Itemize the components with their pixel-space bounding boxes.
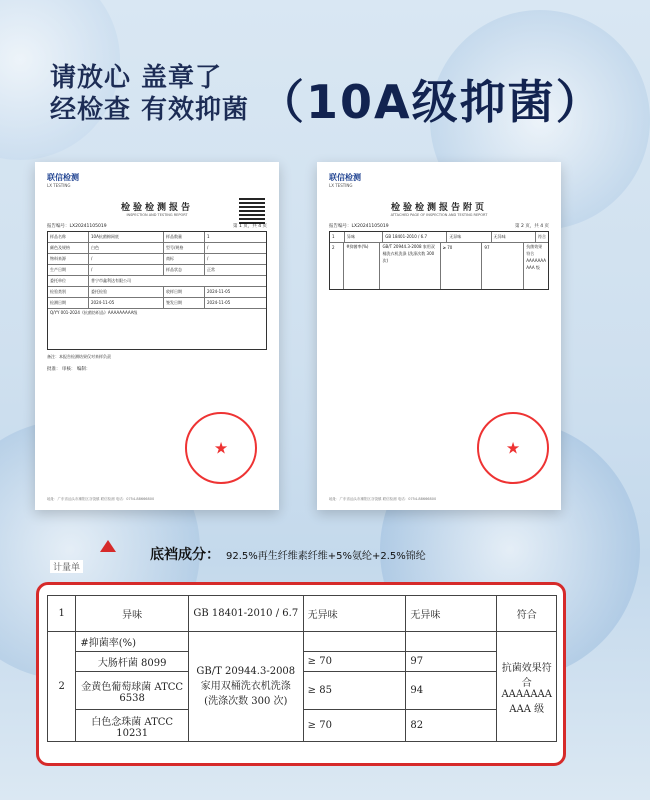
cell: 生产日期 [48, 265, 89, 275]
table-row [48, 287, 266, 298]
cell: 委托单位 [48, 276, 89, 286]
cell: 10A抗菌棉网底 [89, 232, 164, 242]
table-row [48, 276, 266, 287]
report-note: 备注：本报告检测结果仅对来样负责 [47, 354, 111, 359]
result-empty [406, 632, 497, 652]
attached-table [329, 231, 549, 290]
cell: 1 [330, 232, 345, 242]
bacteria-name: 金黄色葡萄球菌 ATCC 6538 [76, 672, 189, 710]
cell: 1 [207, 234, 210, 239]
grade-badge: （10A级抑菌） [258, 75, 604, 129]
fabric-composition [150, 544, 426, 564]
cell: 97 [482, 243, 524, 289]
conclusion-text: Q/YY 001-2024《抗菌纺织品》AAAAAAAAA级 [50, 310, 138, 315]
result: 82 [406, 710, 497, 742]
requirement: ≥ 70 [303, 710, 406, 742]
cell: GB 18401-2010 / 6.7 [383, 232, 447, 242]
cell: 符合 [538, 234, 546, 239]
report-number: 报告编号：LX20241105019 [329, 224, 389, 229]
cell: 型号/规格 [164, 243, 205, 253]
cell: 委托检验 [89, 287, 164, 297]
cell: 2 [330, 243, 344, 289]
table-row [48, 309, 266, 349]
report-subtitle: INSPECTION AND TESTING REPORT [126, 213, 188, 217]
cell: 颜色及规格 [48, 243, 89, 253]
cell: 收样日期 [164, 287, 205, 297]
report-title: 检验检测报告附页 [390, 203, 487, 213]
table-row [48, 265, 266, 276]
cell: 抗菌效果符合 AAAAAAA AAA 级 [526, 244, 547, 270]
row-number: 2 [48, 632, 76, 742]
headline-line1: 请放心 盖章了 [50, 63, 223, 93]
report-title: 检验检测报告 [120, 203, 193, 213]
table-row [48, 232, 266, 243]
cell: 普宁市鑫利达有限公司 [91, 278, 131, 283]
composition-value: 92.5%再生纤维素纤维+5%氨纶+2.5%锦纶 [226, 551, 426, 562]
cell: / [89, 254, 164, 264]
report-logo [47, 172, 267, 188]
cell: 物料来源 [48, 254, 89, 264]
report-number: 报告编号：LX20241105019 [47, 224, 107, 229]
requirement: 无异味 [303, 596, 406, 632]
cell: 检测日期 [48, 298, 89, 308]
logo-text: 联信检测 [329, 173, 361, 182]
test-method: GB/T 20944.3-2008 家用双桶洗衣机洗涤 (洗涤次数 300 次) [188, 632, 303, 742]
qr-code-icon [239, 198, 265, 224]
logo-text: 联信检测 [47, 173, 79, 182]
requirement: ≥ 85 [303, 672, 406, 710]
cell: / [207, 256, 209, 261]
cell: 2024-11-05 [207, 289, 231, 294]
result: 97 [406, 652, 497, 672]
cell: 异味 [345, 232, 383, 242]
cell: 检验类别 [48, 287, 89, 297]
cell: 正常 [207, 267, 215, 272]
cell: ≥ 70 [441, 243, 483, 289]
report-footer: 地址：广东省汕头市潮阳区谷饶镇 联信检测 电话：0754-88666800 [329, 497, 437, 501]
report-meta [47, 223, 267, 229]
table-row [48, 298, 266, 309]
logo-subtext: LX TESTING [47, 183, 71, 188]
zoom-tag: 计量单 [50, 560, 83, 573]
cell: #抑菌率(%) [344, 243, 380, 289]
cell: 2024-11-05 [89, 298, 164, 308]
cell: 商标 [164, 254, 205, 264]
official-seal-icon [477, 412, 549, 484]
result-table [47, 595, 557, 742]
report-table [47, 231, 267, 350]
cell: / [89, 265, 164, 275]
test-item-header: #抑菌率(%) [76, 632, 189, 652]
bacteria-name: 大肠杆菌 8099 [76, 652, 189, 672]
judgement: 抗菌效果符合 AAAAAAA AAA 级 [497, 632, 557, 742]
cell: 无异味 [492, 232, 536, 242]
test-item: 异味 [76, 596, 189, 632]
requirement-empty [303, 632, 406, 652]
logo-subtext: LX TESTING [329, 183, 353, 188]
table-row [330, 232, 548, 243]
callout-arrow-icon [100, 540, 116, 552]
cell: 2024-11-05 [207, 300, 231, 305]
cell: / [207, 245, 209, 250]
result: 无异味 [406, 596, 497, 632]
row-number: 1 [48, 596, 76, 632]
table-row [48, 243, 266, 254]
cell: 样品数量 [164, 232, 205, 242]
judgement: 符合 [497, 596, 557, 632]
cell: 样品状态 [164, 265, 205, 275]
headline-line2: 经检查 有效抑菌 [50, 95, 250, 125]
report-logo [329, 172, 549, 188]
headline [50, 62, 249, 126]
composition-label: 底裆成分： [150, 547, 220, 563]
requirement: ≥ 70 [303, 652, 406, 672]
report-page-1 [35, 162, 279, 510]
result: 94 [406, 672, 497, 710]
official-seal-icon [185, 412, 257, 484]
table-row [330, 243, 548, 289]
table-row [48, 254, 266, 265]
cell: 白色 [89, 243, 164, 253]
test-method: GB 18401-2010 / 6.7 [188, 596, 303, 632]
report-page: 第 2 页，共 4 页 [515, 224, 549, 229]
report-signatures: 批准： 审核： 编制： [47, 367, 91, 372]
report-page-2 [317, 162, 561, 510]
report-footer: 地址：广东省汕头市潮阳区谷饶镇 联信检测 电话：0754-88666800 [47, 497, 155, 501]
cell: GB/T 20944.3-2008 家用双桶洗衣机洗涤 (洗涤次数 300 次) [380, 243, 440, 289]
report-meta [329, 223, 549, 229]
cell: 无异味 [447, 232, 491, 242]
cell: 签发日期 [164, 298, 205, 308]
cell: 样品名称 [48, 232, 89, 242]
zoomed-result-table [36, 582, 566, 766]
table-row [48, 632, 557, 652]
table-row [48, 596, 557, 632]
bacteria-name: 白色念珠菌 ATCC 10231 [76, 710, 189, 742]
report-page: 第 1 页，共 4 页 [233, 224, 267, 229]
report-subtitle: ATTACHED PAGE OF INSPECTION AND TESTING REPORT [390, 213, 488, 217]
